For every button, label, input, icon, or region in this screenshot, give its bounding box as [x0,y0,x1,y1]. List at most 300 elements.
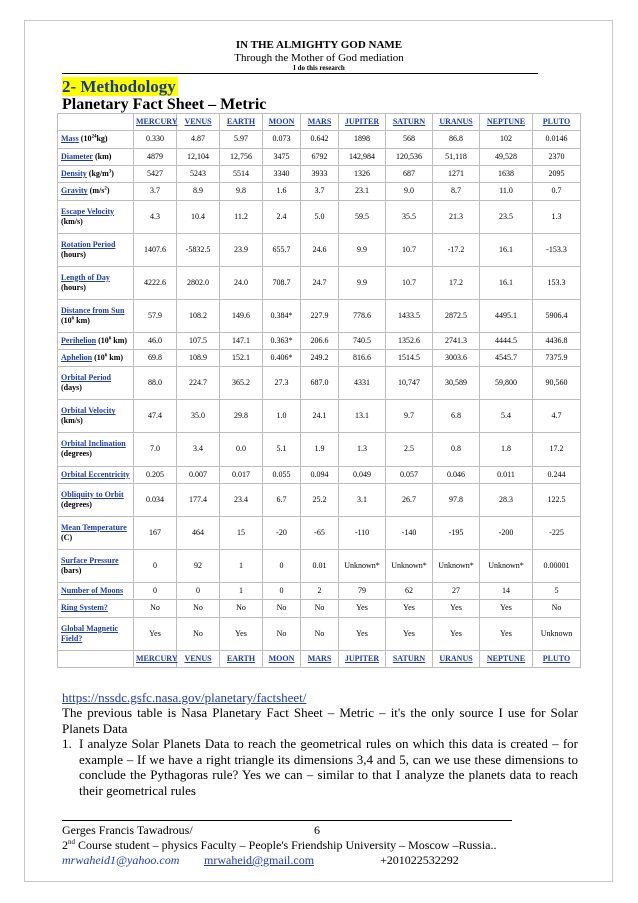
page-number: 6 [314,823,320,837]
value-cell: No [177,600,220,617]
table-row [58,148,581,165]
value-cell: 142,984 [339,148,386,165]
value-cell: 108.2 [177,299,220,332]
value-cell: 0.384* [263,299,301,332]
value-cell: 3.7 [134,183,177,200]
list-item [62,736,578,798]
planet-header[interactable]: MOON [263,114,301,131]
row-label-link[interactable]: Orbital Inclination [61,439,126,449]
value-cell: No [301,600,339,617]
value-cell: 62 [386,582,433,599]
value-cell: 8.7 [433,183,480,200]
value-cell: 0.244 [533,466,581,483]
row-unit: (km/s) [61,416,83,426]
value-cell: 0 [134,549,177,582]
row-label-link[interactable]: Escape Velocity [61,206,115,216]
row-label [58,367,134,400]
value-cell: -200 [480,516,533,549]
value-cell: 1.9 [301,433,339,466]
footer-course [62,838,496,853]
value-cell: Yes [339,600,386,617]
row-unit-exponent: 24 [91,134,97,140]
table-row [58,233,581,266]
value-cell: 16.1 [480,266,533,299]
planet-header[interactable]: URANUS [433,114,480,131]
value-cell: 4.87 [177,131,220,148]
value-cell: 23.4 [220,483,263,516]
value-cell: 9.7 [386,400,433,433]
value-cell: 1271 [433,165,480,182]
value-cell: 46.0 [134,332,177,349]
row-label [58,299,134,332]
value-cell: 120,536 [386,148,433,165]
value-cell: 2.4 [263,200,301,233]
value-cell: Yes [386,600,433,617]
planet-header-row-top [58,114,581,131]
value-cell: 147.1 [220,332,263,349]
header-blank-cell [58,650,134,667]
value-cell: 5243 [177,165,220,182]
row-label-link[interactable]: Diameter [61,151,93,161]
row-unit: (degrees) [61,449,92,459]
value-cell: 0.073 [263,131,301,148]
value-cell: 9.9 [339,233,386,266]
row-label [58,183,134,200]
row-label-link[interactable]: Global Magnetic Field? [61,623,119,643]
value-cell: 177.4 [177,483,220,516]
value-cell: Yes [339,617,386,650]
value-cell: Yes [220,617,263,650]
row-label [58,483,134,516]
value-cell: 29.8 [220,400,263,433]
value-cell: 1638 [480,165,533,182]
value-cell: 49,528 [480,148,533,165]
planet-header[interactable]: NEPTUNE [480,650,533,667]
value-cell: 1 [220,582,263,599]
table-row [58,350,581,367]
value-cell: 69.8 [134,350,177,367]
row-unit-exponent: 6 [104,353,108,359]
value-cell: 152.1 [220,350,263,367]
row-label-link[interactable]: Perihelion [61,335,97,345]
table-row [58,617,581,650]
value-cell: 816.6 [339,350,386,367]
value-cell: 3003.6 [433,350,480,367]
value-cell: 10.7 [386,266,433,299]
value-cell: 6792 [301,148,339,165]
header-blank-cell [58,114,134,131]
value-cell: 97.8 [433,483,480,516]
value-cell: Unknown* [339,549,386,582]
row-unit: (degrees) [61,499,92,509]
value-cell: 4.7 [533,400,581,433]
value-cell: Yes [480,617,533,650]
planet-header[interactable]: MOON [263,650,301,667]
value-cell: 4222.6 [134,266,177,299]
table-row [58,433,581,466]
row-unit-tail: km) [74,315,90,325]
value-cell: 5.4 [480,400,533,433]
value-cell: 2095 [533,165,581,182]
value-cell: 3340 [263,165,301,182]
value-cell: 17.2 [433,266,480,299]
value-cell: Yes [433,600,480,617]
row-label-link[interactable]: Mass [61,134,79,144]
planet-header[interactable]: EARTH [220,650,263,667]
value-cell: 227.9 [301,299,339,332]
value-cell: 0 [263,582,301,599]
table-row [58,266,581,299]
value-cell: 14 [480,582,533,599]
value-cell: 25.2 [301,483,339,516]
value-cell: 1407.6 [134,233,177,266]
phone-number: +201022532292 [380,853,459,867]
value-cell: 4436.8 [533,332,581,349]
header-dedication: IN THE ALMIGHTY GOD NAME [235,39,403,51]
planet-header[interactable]: VENUS [177,114,220,131]
table-row [58,516,581,549]
value-cell: 5 [533,582,581,599]
header-rule [62,73,538,74]
value-cell: 27 [433,582,480,599]
value-cell: 0.363* [263,332,301,349]
value-cell: -5832.5 [177,233,220,266]
value-cell: 59,800 [480,367,533,400]
row-unit: (10 [80,134,92,144]
value-cell: 47.4 [134,400,177,433]
value-cell: 24.1 [301,400,339,433]
row-unit-tail: km) [111,335,128,345]
planet-header[interactable]: MARS [301,114,339,131]
planet-header[interactable]: NEPTUNE [480,114,533,131]
value-cell: 4331 [339,367,386,400]
section-title: 2- Methodology [62,77,176,96]
value-cell: 12,104 [177,148,220,165]
value-cell: 5514 [220,165,263,182]
row-label-link[interactable]: Ring System? [61,603,108,613]
table-title: Planetary Fact Sheet – Metric [62,96,267,113]
value-cell: 149.6 [220,299,263,332]
value-cell: 8.9 [177,183,220,200]
row-unit: (bars) [61,565,82,575]
planet-header[interactable]: URANUS [433,650,480,667]
row-label-link[interactable]: Orbital Period [61,373,111,383]
value-cell: 0.406* [263,350,301,367]
value-cell: 28.3 [480,483,533,516]
row-unit: (km/s) [61,216,83,226]
value-cell: 5.1 [263,433,301,466]
planet-header[interactable]: MARS [301,650,339,667]
value-cell: 1514.5 [386,350,433,367]
row-label-link[interactable]: Density [61,169,87,179]
value-cell: 10.7 [386,233,433,266]
planet-header[interactable]: MERCURY [134,114,177,131]
planet-header-row-bottom [58,650,581,667]
value-cell: 0.055 [263,466,301,483]
table-row [58,549,581,582]
value-cell: 4444.5 [480,332,533,349]
value-cell: 1.6 [263,183,301,200]
value-cell: 0.642 [301,131,339,148]
value-cell: 13.1 [339,400,386,433]
value-cell: -225 [533,516,581,549]
value-cell: 0.049 [339,466,386,483]
source-link[interactable]: https://nssdc.gsfc.nasa.gov/planetary/factsheet/ [62,690,307,705]
table-row [58,332,581,349]
value-cell: 0.0146 [533,131,581,148]
value-cell: 4879 [134,148,177,165]
row-label [58,549,134,582]
value-cell: 10.4 [177,200,220,233]
value-cell: 2.5 [386,433,433,466]
value-cell: -110 [339,516,386,549]
planet-header[interactable]: SATURN [386,114,433,131]
footer-rule [62,820,512,821]
value-cell: No [301,617,339,650]
row-label [58,131,134,148]
value-cell: 0.7 [533,183,581,200]
value-cell: 86.8 [433,131,480,148]
row-unit: (C) [61,532,73,542]
value-cell: 0.034 [134,483,177,516]
value-cell: 2 [301,582,339,599]
value-cell: 0.057 [386,466,433,483]
row-label-link[interactable]: Obliquity to Orbit [61,489,124,499]
value-cell: 1.3 [339,433,386,466]
value-cell: 17.2 [533,433,581,466]
value-cell: 10,747 [386,367,433,400]
value-cell: No [134,600,177,617]
planetary-fact-table [57,113,581,668]
row-label [58,266,134,299]
table-row [58,131,581,148]
planet-header[interactable]: JUPITER [339,114,386,131]
row-label [58,617,134,650]
value-cell: 206.6 [301,332,339,349]
row-unit-exponent: 3 [108,169,112,175]
value-cell: 35.0 [177,400,220,433]
footer-author: Gerges Francis Tawadrous/ [62,823,193,837]
value-cell: 224.7 [177,367,220,400]
planet-header[interactable]: VENUS [177,650,220,667]
header-mediation: Through the Mother of God mediation [234,52,404,64]
value-cell: 2872.5 [433,299,480,332]
value-cell: 0.011 [480,466,533,483]
planet-header[interactable]: SATURN [386,650,433,667]
value-cell: 153.3 [533,266,581,299]
row-label-link[interactable]: Number of Moons [61,586,124,596]
value-cell: 687.0 [301,367,339,400]
value-cell: No [220,600,263,617]
value-cell: 0.330 [134,131,177,148]
row-label-link[interactable]: Length of Day [61,272,110,282]
value-cell: Yes [433,617,480,650]
planet-header[interactable]: MERCURY [134,650,177,667]
table-row [58,582,581,599]
value-cell: 35.5 [386,200,433,233]
value-cell: 3.7 [301,183,339,200]
value-cell: 1433.5 [386,299,433,332]
value-cell: 102 [480,131,533,148]
table-row [58,483,581,516]
value-cell: No [263,617,301,650]
value-cell: 11.2 [220,200,263,233]
value-cell: 79 [339,582,386,599]
planet-header[interactable]: JUPITER [339,650,386,667]
value-cell: 23.9 [220,233,263,266]
value-cell: 0.046 [433,466,480,483]
value-cell: 5427 [134,165,177,182]
value-cell: 1352.6 [386,332,433,349]
table-row [58,165,581,182]
row-unit: (10 [98,335,109,345]
value-cell: 23.5 [480,200,533,233]
value-cell: -17.2 [433,233,480,266]
value-cell: 9.8 [220,183,263,200]
value-cell: 23.1 [339,183,386,200]
row-label-link[interactable]: Orbital Eccentricity [61,469,130,479]
value-cell: -65 [301,516,339,549]
email-gmail[interactable]: mrwaheid@gmail.com [204,853,315,867]
header-research-note: I do this research [293,64,345,72]
value-cell: No [177,617,220,650]
row-unit-tail: km) [107,353,124,363]
value-cell: 1326 [339,165,386,182]
value-cell: 778.6 [339,299,386,332]
value-cell: 51,118 [433,148,480,165]
row-label [58,582,134,599]
value-cell: 708.7 [263,266,301,299]
value-cell: 4495.1 [480,299,533,332]
value-cell: -195 [433,516,480,549]
value-cell: 249.2 [301,350,339,367]
row-unit: (m/s [89,186,105,196]
row-label [58,165,134,182]
email-yahoo[interactable]: mrwaheid1@yahoo.com [62,853,180,867]
value-cell: 6.8 [433,400,480,433]
value-cell: Unknown* [433,549,480,582]
course-sup: nd [68,838,75,846]
value-cell: 27.3 [263,367,301,400]
row-label-link[interactable]: Gravity [61,186,88,196]
row-unit: (kg/m [88,169,109,179]
row-unit-exponent: 2 [104,186,107,192]
row-label [58,350,134,367]
row-unit: (10 [61,315,72,325]
value-cell: 0.0 [220,433,263,466]
course-text: Course student – physics Faculty – People's Friendship University – Moscow –Russia.. [75,838,497,852]
row-unit: (days) [61,383,82,393]
row-unit: (10 [94,353,105,363]
value-cell: -153.3 [533,233,581,266]
value-cell: 1898 [339,131,386,148]
value-cell: 24.0 [220,266,263,299]
table-row [58,466,581,483]
value-cell: 1.3 [533,200,581,233]
value-cell: 0 [134,582,177,599]
value-cell: 0.01 [301,549,339,582]
value-cell: 59.5 [339,200,386,233]
table-row [58,400,581,433]
value-cell: 92 [177,549,220,582]
value-cell: 2802.0 [177,266,220,299]
value-cell: 0.017 [220,466,263,483]
value-cell: 4545.7 [480,350,533,367]
row-unit-tail: ) [111,169,114,179]
value-cell: 655.7 [263,233,301,266]
row-label [58,516,134,549]
value-cell: 108.9 [177,350,220,367]
value-cell: 4.3 [134,200,177,233]
table-row [58,183,581,200]
value-cell: 26.7 [386,483,433,516]
value-cell: Yes [134,617,177,650]
row-label-link[interactable]: Surface Pressure [61,555,119,565]
row-unit-tail: ) [106,186,110,196]
value-cell: 57.9 [134,299,177,332]
table-row [58,299,581,332]
value-cell: 30,589 [433,367,480,400]
table-row [58,367,581,400]
value-cell: 0.8 [433,433,480,466]
value-cell: -140 [386,516,433,549]
planet-header[interactable]: PLUTO [533,114,581,131]
planet-header[interactable]: PLUTO [533,650,581,667]
value-cell: 24.7 [301,266,339,299]
value-cell: Unknown* [386,549,433,582]
row-label [58,148,134,165]
value-cell: 3475 [263,148,301,165]
value-cell: 9.0 [386,183,433,200]
value-cell: 9.9 [339,266,386,299]
value-cell: No [533,600,581,617]
value-cell: 687 [386,165,433,182]
value-cell: 15 [220,516,263,549]
row-label [58,400,134,433]
value-cell: 7.0 [134,433,177,466]
value-cell: 5906.4 [533,299,581,332]
value-cell: Yes [386,617,433,650]
row-unit-exponent: 6 [71,316,75,322]
value-cell: 11.0 [480,183,533,200]
value-cell: Yes [480,600,533,617]
row-label-link[interactable]: Aphelion [61,353,93,363]
value-cell: Unknown [533,617,581,650]
value-cell: 90,560 [533,367,581,400]
value-cell: 1.0 [263,400,301,433]
row-unit-tail: kg) [96,134,108,144]
row-label [58,433,134,466]
row-label [58,332,134,349]
value-cell: 0 [263,549,301,582]
row-label-link[interactable]: Distance from Sun [61,305,125,315]
value-cell: 2741.3 [433,332,480,349]
list-item-text: I analyze Solar Planets Data to reach the geometrical rules on which this data is created – for example – If we have a right triangle its dimensions 3,4 and 5, can we use these dimensions to conclude the Pythagoras rule? Yes we can – similar to that I analyze the planets data to reach their geometrical rules [79,736,578,798]
planet-header[interactable]: EARTH [220,114,263,131]
value-cell: 3.1 [339,483,386,516]
value-cell: No [263,600,301,617]
value-cell: 21.3 [433,200,480,233]
table-row [58,600,581,617]
row-label-link[interactable]: Mean Temperature [61,522,127,532]
row-label-link[interactable]: Rotation Period [61,239,116,249]
value-cell: 568 [386,131,433,148]
row-label-link[interactable]: Orbital Velocity [61,406,116,416]
value-cell: 2370 [533,148,581,165]
value-cell: 464 [177,516,220,549]
value-cell: 3.4 [177,433,220,466]
value-cell: 0.094 [301,466,339,483]
